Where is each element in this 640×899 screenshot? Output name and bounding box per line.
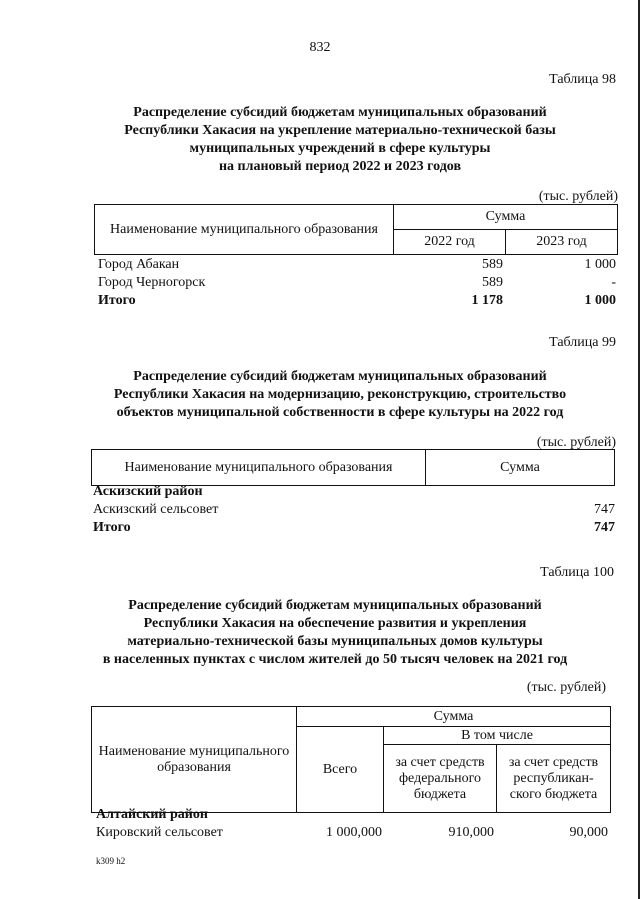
table-98-label: Таблица 98: [549, 72, 616, 87]
republic-header: за счет средств республикан- ского бюджета: [497, 745, 611, 813]
group-row: Аскизский район: [93, 484, 203, 499]
table-100-title: Распределение субсидий бюджетам муниципальных образований Республики Хакасия на обеспечение развития и укрепления материально-технической базы муниципальных домов культуры в населенных пунктах с числом жителей до 50 тысяч человек на 2021 год: [102, 598, 568, 667]
table-100-label: Таблица 100: [540, 565, 614, 580]
sum-header: Сумма: [394, 205, 618, 230]
footer-code: k309 h2: [96, 856, 126, 866]
table-row: Город Черногорск 589 -: [98, 275, 616, 290]
table-row: Аскизский сельсовет 747: [93, 502, 615, 517]
table-99-header: [91, 449, 615, 486]
table-98-title: Распределение субсидий бюджетам муниципальных образований Республики Хакасия на укрепление материально-технической базы муниципальных учреждений в сфере культуры на плановый период 2022 и 2023 годов: [124, 105, 556, 174]
table-99-label: Таблица 99: [549, 335, 616, 350]
sum-header: Сумма: [426, 450, 615, 486]
table-99-title: Распределение субсидий бюджетам муниципальных образований Республики Хакасия на модернизацию, реконструкцию, строительство объектов муниципальной собственности в сфере культуры на 2022 год: [113, 369, 567, 420]
table-98-unit: (тыс. рублей): [538, 189, 618, 204]
table-row: Кировский сельсовет 1 000,000 910,000 90,000: [96, 825, 608, 840]
total-header: Всего: [297, 727, 384, 813]
federal-header: за счет средств федерального бюджета: [384, 745, 497, 813]
total-row: Итого 1 178 1 000: [98, 293, 616, 308]
table-row: Город Абакан 589 1 000: [98, 257, 616, 272]
name-header: Наименование муниципального образования: [92, 450, 426, 486]
year-2022-header: 2022 год: [394, 230, 506, 255]
table-98-header: [94, 204, 618, 255]
table-100-unit: (тыс. рублей): [526, 680, 606, 695]
table-99-unit: (тыс. рублей): [536, 435, 616, 450]
name-header: Наименование муниципального образования: [92, 707, 297, 813]
total-row: Итого 747: [93, 520, 615, 535]
name-header: Наименование муниципального образования: [95, 205, 394, 255]
table-100-body: [96, 807, 608, 843]
incl-header: В том числе: [384, 727, 611, 745]
table-98-body: [98, 257, 616, 311]
group-row: Алтайский район: [96, 807, 208, 822]
page-number: 832: [309, 40, 331, 55]
table-99-body: [93, 484, 615, 538]
table-100-header: [91, 706, 611, 813]
sum-header: Сумма: [297, 707, 611, 727]
year-2023-header: 2023 год: [506, 230, 618, 255]
